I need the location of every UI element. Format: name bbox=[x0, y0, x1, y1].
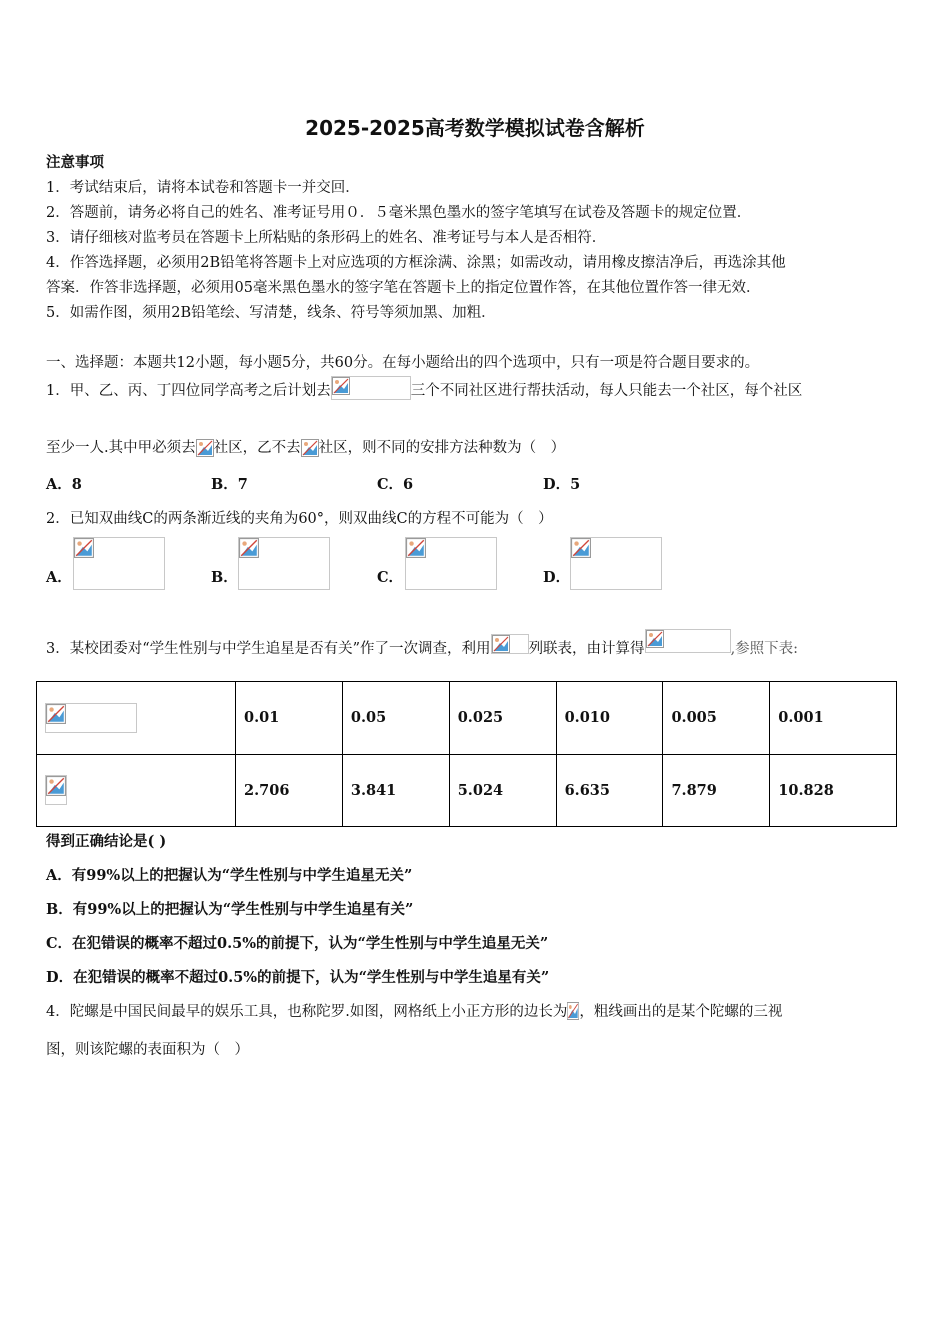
table-cell: 7.879 bbox=[663, 754, 770, 827]
q2-option-b: B． bbox=[211, 569, 238, 586]
q2-option-c: C． bbox=[377, 569, 404, 586]
q3-conclusion: 得到正确结论是( ) bbox=[46, 833, 167, 850]
table-cell: 0.05 bbox=[342, 682, 449, 755]
q1-option-d: D．5 bbox=[543, 476, 581, 493]
q3-text: 列联表，由计算得 bbox=[528, 641, 645, 657]
question-4-line-1 bbox=[46, 1000, 782, 1022]
table-cell: 3.841 bbox=[342, 754, 449, 827]
question-1-line-2 bbox=[46, 436, 565, 457]
table-cell: 0.005 bbox=[663, 682, 770, 755]
q1-text: 社区，乙不去 bbox=[213, 440, 301, 456]
table-cell: 2.706 bbox=[236, 754, 343, 827]
question-3-line bbox=[46, 637, 798, 658]
broken-image-icon bbox=[196, 439, 214, 457]
q2-option-b-image bbox=[238, 537, 330, 590]
q2-option-a: A． bbox=[46, 569, 72, 586]
table-row bbox=[37, 754, 897, 827]
q3-text: 3．某校团委对“学生性别与中学生追星是否有关”作了一次调查，利用 bbox=[46, 641, 491, 657]
q1-text: 三个不同社区进行帮扶活动，每人只能去一个社区，每个社区 bbox=[410, 383, 803, 399]
question-1-line-1 bbox=[46, 379, 802, 400]
broken-image-icon bbox=[567, 1002, 579, 1022]
q1-option-c: C．6 bbox=[377, 476, 414, 493]
notice-heading: 注意事项 bbox=[46, 154, 104, 171]
question-2-text: 2．已知双曲线C的两条渐近线的夹角为60°，则双曲线C的方程不可能为（ ） bbox=[46, 511, 553, 527]
question-4-line-2: 图，则该陀螺的表面积为（ ） bbox=[46, 1042, 249, 1058]
q4-text: 4．陀螺是中国民间最早的娱乐工具，也称陀罗.如图，网格纸上小正方形的边长为 bbox=[46, 1004, 568, 1020]
page-title: 2025-2025高考数学模拟试卷含解析 bbox=[305, 116, 645, 140]
broken-image-icon bbox=[45, 775, 67, 805]
notice-item: 1．考试结束后，请将本试卷和答题卡一并交回． bbox=[46, 180, 360, 196]
table-cell: 10.828 bbox=[770, 754, 897, 827]
broken-image-icon bbox=[301, 439, 319, 457]
q1-text: 1．甲、乙、丙、丁四位同学高考之后计划去 bbox=[46, 383, 331, 399]
q3-option-b: B．有99%以上的把握认为“学生性别与中学生追星有关” bbox=[46, 901, 414, 918]
table-cell: 0.010 bbox=[556, 682, 663, 755]
table-cell: 0.001 bbox=[770, 682, 897, 755]
q4-text: ，粗线画出的是某个陀螺的三视 bbox=[579, 1004, 783, 1020]
table-cell: 6.635 bbox=[556, 754, 663, 827]
q3-option-c: C．在犯错误的概率不超过0.5%的前提下，认为“学生性别与中学生追星无关” bbox=[46, 935, 549, 952]
notice-item: 3．请仔细核对监考员在答题卡上所粘贴的条形码上的姓名、准考证号与本人是否相符． bbox=[46, 230, 607, 246]
q1-option-a: A．8 bbox=[46, 476, 82, 493]
table-cell: 0.01 bbox=[236, 682, 343, 755]
broken-image-icon bbox=[45, 703, 137, 733]
critical-value-table bbox=[36, 681, 897, 827]
table-cell: 0.025 bbox=[449, 682, 556, 755]
broken-image-icon bbox=[491, 634, 529, 654]
q3-option-d: D．在犯错误的概率不超过0.5%的前提下，认为“学生性别与中学生追星有关” bbox=[46, 969, 550, 986]
q3-text: ,参照下表: bbox=[730, 641, 799, 657]
q1-text: 社区，则不同的安排方法种数为（ ） bbox=[318, 440, 566, 456]
q2-option-d: D． bbox=[543, 569, 571, 586]
q3-option-a: A．有99%以上的把握认为“学生性别与中学生追星无关” bbox=[46, 867, 413, 884]
notice-item: 2．答题前，请务必将自己的姓名、准考证号用０．５毫米黑色墨水的签字笔填写在试卷及答题卡的规定位置． bbox=[46, 205, 752, 221]
notice-item: 答案．作答非选择题，必须用05毫米黑色墨水的签字笔在答题卡上的指定位置作答，在其他位置作答一律无效． bbox=[46, 280, 761, 296]
table-header-cell bbox=[37, 754, 236, 827]
table-header-cell bbox=[37, 682, 236, 755]
q2-option-a-image bbox=[73, 537, 165, 590]
broken-image-icon bbox=[331, 376, 411, 400]
table-cell: 5.024 bbox=[449, 754, 556, 827]
broken-image-icon bbox=[645, 629, 731, 653]
section-heading: 一、选择题：本题共12小题，每小题5分，共60分。在每小题给出的四个选项中，只有一项是符合题目要求的。 bbox=[46, 355, 760, 371]
notice-item: 5．如需作图，须用2B铅笔绘、写清楚，线条、符号等须加黑、加粗． bbox=[46, 305, 496, 321]
table-row bbox=[37, 682, 897, 755]
notice-item: 4．作答选择题，必须用2B铅笔将答题卡上对应选项的方框涂满、涂黑；如需改动，请用橡皮擦洁净后，再选涂其他 bbox=[46, 255, 786, 271]
q2-option-c-image bbox=[405, 537, 497, 590]
q1-text: 至少一人.其中甲必须去 bbox=[46, 440, 196, 456]
q2-option-d-image bbox=[570, 537, 662, 590]
q1-option-b: B．7 bbox=[211, 476, 248, 493]
